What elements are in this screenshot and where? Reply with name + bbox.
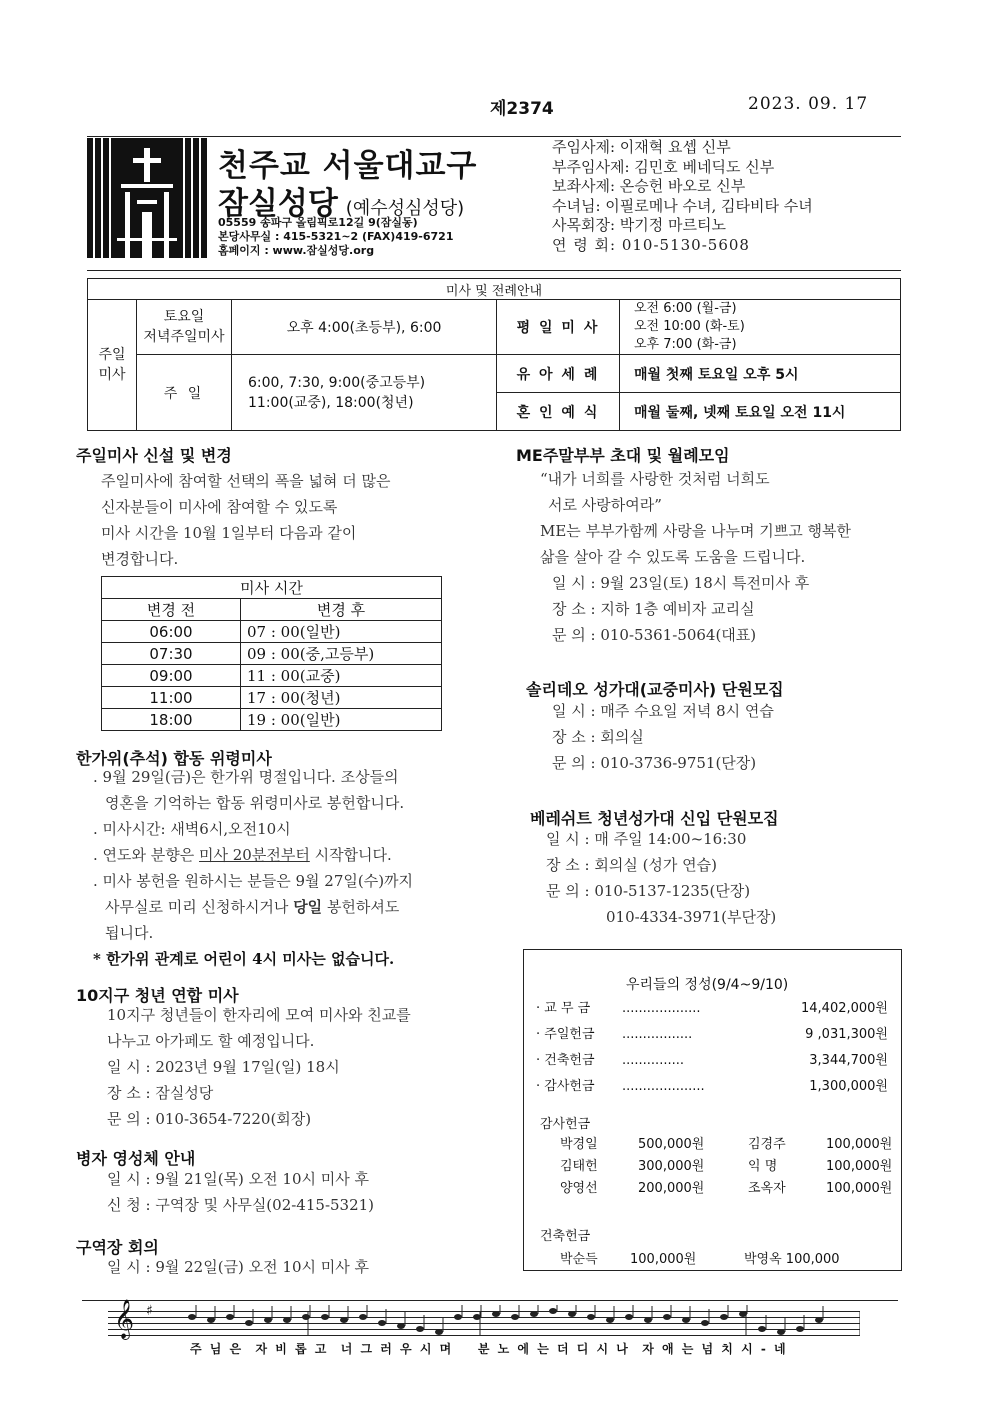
hymn-lyrics: 주 님 은 자 비 롭 고 너 그 러 우 시 며 분 노 에 는 더 디 시 나 자 애 는 넘 치 시 - 네 bbox=[190, 1342, 788, 1356]
saturday-label: 토요일 저녁주일미사 bbox=[137, 300, 232, 355]
sunday-mass-group: 주일 미사 bbox=[88, 300, 137, 431]
note-head bbox=[625, 1314, 633, 1320]
parish-diocese: 천주교 서울대교구 bbox=[218, 148, 478, 184]
build-title: 건축헌금 bbox=[540, 1229, 591, 1244]
note-head bbox=[587, 1314, 595, 1320]
note-head bbox=[549, 1308, 557, 1314]
section-title: ME주말부부 초대 및 월례모임 bbox=[516, 446, 730, 465]
note-head bbox=[359, 1314, 367, 1320]
note-head bbox=[815, 1317, 823, 1323]
baptism-label: 유 아 세 례 bbox=[497, 355, 620, 393]
offering-box bbox=[523, 949, 902, 1271]
wedding-time: 매월 둘째, 넷째 토요일 오전 11시 bbox=[620, 393, 901, 431]
note-head bbox=[188, 1314, 196, 1320]
note-head bbox=[321, 1314, 329, 1320]
mass-table-caption: 미사 및 전례안내 bbox=[88, 279, 901, 300]
offering-list bbox=[536, 996, 888, 1100]
note-head bbox=[416, 1326, 424, 1332]
times-caption: 미사 시간 bbox=[102, 577, 442, 599]
note-head bbox=[511, 1314, 519, 1320]
table-row: 06:00 07 : 00(일반) bbox=[102, 621, 442, 643]
note-head bbox=[264, 1317, 272, 1323]
note-head bbox=[283, 1317, 291, 1323]
list-item: · 건축헌금 ............... 3,344,700원 bbox=[536, 1053, 888, 1068]
clergy-line: 부주임사제: 김민호 베네딕도 신부 bbox=[552, 157, 775, 176]
note-head bbox=[720, 1314, 728, 1320]
weekday-label: 평 일 미 사 bbox=[497, 300, 620, 355]
note-head bbox=[663, 1314, 671, 1320]
wedding-label: 혼 인 예 식 bbox=[497, 393, 620, 431]
note-head bbox=[777, 1329, 785, 1335]
section-title: 베레쉬트 청년성가대 신입 단원모집 bbox=[530, 809, 779, 828]
parish-website[interactable]: 홈페이지 : www.잠실성당.org bbox=[218, 244, 375, 257]
section-body: 일 시 : 9월 21일(목) 오전 10시 미사 후 신 청 : 구역장 및 사무실(02-415-5321) bbox=[107, 1170, 375, 1214]
saturday-times: 오후 4:00(초등부), 6:00 bbox=[232, 300, 497, 355]
list-item: · 교 무 금 ................... 14,402,000원 bbox=[536, 1001, 888, 1016]
table-row: 07:30 09 : 00(중,고등부) bbox=[102, 643, 442, 665]
list-item: 양영선 200,000원 조옥자 100,000원 bbox=[560, 1181, 893, 1196]
note-head bbox=[435, 1329, 443, 1335]
music-notes bbox=[108, 1305, 860, 1339]
section-body: . 9월 29일(금)은 한가위 명절입니다. 조상들의 영혼을 기억하는 합동 위령미사로 봉헌합니다. . 미사시간: 새벽6시,오전10시 . 연도와 분향은 미사 20분전부터 시작합니다. . 미사 봉헌을 원하시는 분들은 9월 27일(수)까지 사무실로 미리 신청하시거나 당일 봉헌하셔도 됩니다. * 한가위 관계로 어린이 4시 미사는 없습니다. bbox=[93, 764, 413, 972]
note-text: * 한가위 관계로 어린이 4시 미사는 없습니다. bbox=[93, 950, 395, 968]
section-body: 일 시 : 9월 22일(금) 오전 10시 미사 후 bbox=[107, 1258, 370, 1276]
note-head bbox=[682, 1317, 690, 1323]
offering-title: 우리들의 정성(9/4~9/10) bbox=[626, 977, 789, 993]
list-item: · 감사헌금 .................... 1,300,000원 bbox=[536, 1079, 888, 1094]
section-title: 10지구 청년 연합 미사 bbox=[76, 986, 239, 1005]
note-head bbox=[454, 1314, 462, 1320]
sunday-times: 6:00, 7:30, 9:00(중고등부) 11:00(교중), 18:00(청년) bbox=[232, 355, 497, 431]
parish-subname: (예수성심성당) bbox=[345, 198, 465, 219]
clergy-list bbox=[552, 138, 813, 255]
issue-date: 2023. 09. 17 bbox=[748, 94, 869, 114]
top-divider bbox=[87, 136, 901, 137]
section-body: 10지구 청년들이 한자리에 모여 미사와 친교를 나누고 아가페도 할 예정입니다. 일 시 : 2023년 9월 17일(일) 18시 장 소 : 잠실성당 문 의 : 010-3654-7220(회장) bbox=[107, 1006, 411, 1128]
table-row: 09:00 11 : 00(교중) bbox=[102, 665, 442, 687]
section-body: 일 시 : 매 주일 14:00~16:30 장 소 : 회의실 (성가 연습) 문 의 : 010-5137-1235(단장) 010-4334-3971(부단장) bbox=[546, 830, 777, 926]
table-row: 11:00 17 : 00(청년) bbox=[102, 687, 442, 709]
parish-name: 잠실성당 (예수성심성당) bbox=[218, 186, 465, 222]
sunday-label: 주 일 bbox=[137, 355, 232, 431]
table-row: 18:00 19 : 00(일반) bbox=[102, 709, 442, 731]
clergy-line: 보좌사제: 온승헌 바오로 신부 bbox=[552, 177, 746, 195]
note-head bbox=[340, 1317, 348, 1323]
note-head bbox=[378, 1320, 386, 1326]
mass-schedule-table bbox=[87, 278, 901, 431]
clergy-line: 사목회장: 박기정 마르티노 bbox=[552, 216, 726, 234]
section-body: 주일미사에 참여할 선택의 폭을 넓혀 더 많은 신자분들이 미사에 참여할 수 있도록 미사 시간을 10월 1일부터 다음과 같이 변경합니다. bbox=[101, 472, 391, 568]
thanks-list bbox=[560, 1134, 892, 1200]
note-head bbox=[245, 1320, 253, 1326]
music-staff bbox=[108, 1299, 860, 1339]
clergy-line: 주임사제: 이재혁 요셉 신부 bbox=[552, 138, 731, 156]
list-item: · 주일헌금 ................. 9 ,031,300원 bbox=[536, 1027, 888, 1042]
note-head bbox=[302, 1314, 310, 1320]
section-title: 한가위(추석) 합동 위령미사 bbox=[76, 749, 272, 768]
treble-clef-icon: 𝄞 bbox=[114, 1299, 135, 1339]
note-head bbox=[397, 1323, 405, 1329]
note-head bbox=[226, 1314, 234, 1320]
note-head bbox=[758, 1326, 766, 1332]
parish-address: 05559 송파구 올림픽로12길 9(잠실동) bbox=[218, 216, 418, 229]
section-body: 일 시 : 매주 수요일 저녁 8시 연습 장 소 : 회의실 문 의 : 010-3736-9751(단장) bbox=[552, 702, 774, 772]
section-title: 주일미사 신설 및 변경 bbox=[76, 446, 232, 465]
footer-divider bbox=[82, 1300, 898, 1301]
mass-time-change-table: 미사 시간 변경 전 변경 후 06:00 07 : 00(일반) 07:30 09 : 00(중,고등부) 09:00 11 : 00(교중) 11:00 17 : 00(청년) 18:00 19 : 00(일반) bbox=[101, 576, 442, 731]
list-item: 김태헌 300,000원 익 명 100,000원 bbox=[560, 1159, 893, 1174]
header-divider bbox=[87, 270, 901, 271]
church-logo bbox=[87, 138, 207, 258]
parish-phone: 본당사무실 : 415-5321~2 (FAX)419-6721 bbox=[218, 230, 454, 243]
note-head bbox=[644, 1317, 652, 1323]
weekday-times: 오전 6:00 (월-금) 오전 10:00 (화-토) 오후 7:00 (화-금) bbox=[620, 300, 901, 355]
note-head bbox=[606, 1317, 614, 1323]
section-title: 솔리데오 성가대(교중미사) 단원모집 bbox=[526, 680, 784, 699]
section-title: 구역장 회의 bbox=[76, 1238, 159, 1257]
section-title: 병자 영성체 안내 bbox=[76, 1149, 196, 1168]
clergy-line: 수녀님: 이필로메나 수녀, 김타비타 수녀 bbox=[552, 196, 813, 215]
thanks-title: 감사헌금 bbox=[540, 1117, 591, 1132]
clergy-line: 연 령 회: 010-5130-5608 bbox=[552, 235, 750, 254]
note-head bbox=[207, 1317, 215, 1323]
note-head bbox=[796, 1326, 804, 1332]
note-head bbox=[568, 1311, 576, 1317]
issue-number: 제2374 bbox=[490, 99, 554, 119]
baptism-time: 매월 첫째 토요일 오후 5시 bbox=[620, 355, 901, 393]
section-body: “내가 너희를 사랑한 것처럼 너희도 서로 사랑하여라” ME는 부부가함께 사랑을 나누며 기쁘고 행복한 삶을 살아 갈 수 있도록 도움을 드립니다. 일 시 : 9월 23일(토) 18시 특전미사 후 장 소 : 지하 1층 예비자 교리실 문 의 : 010-5361-5064(대표) bbox=[540, 470, 851, 644]
list-item: 박경일 500,000원 김경주 100,000원 bbox=[560, 1137, 893, 1152]
note-head bbox=[701, 1320, 709, 1326]
build-list: 박순득 100,000원 박영옥 100,000 bbox=[560, 1252, 840, 1267]
sharp-icon: ♯ bbox=[146, 1303, 153, 1319]
note-head bbox=[492, 1311, 500, 1317]
note-head bbox=[530, 1311, 538, 1317]
